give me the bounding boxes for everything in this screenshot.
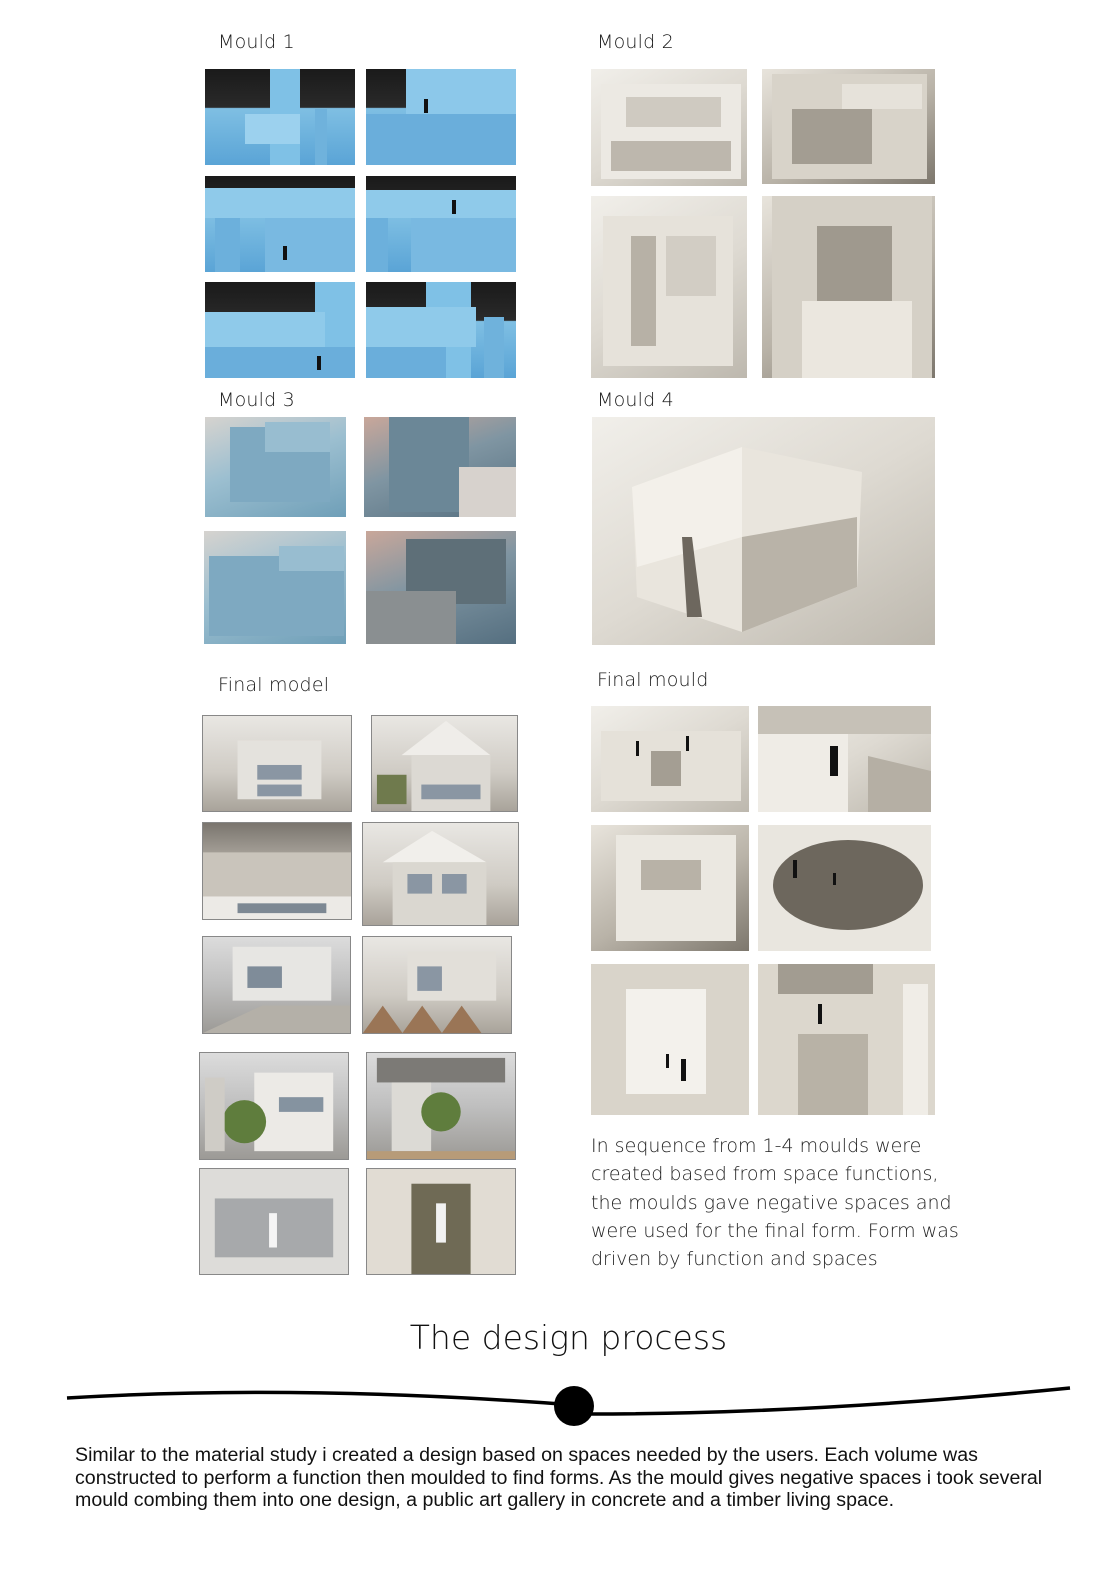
mould-2-label: Mould 2	[597, 31, 674, 53]
timeline-dot	[554, 1386, 594, 1426]
final-model-photo-3	[202, 822, 352, 920]
mould-2-photo-4	[762, 196, 935, 378]
timeline-line-left	[67, 1392, 574, 1405]
final-model-photo-9	[199, 1168, 349, 1275]
final-model-photo-1	[202, 715, 352, 812]
mould-2-photo-2	[762, 69, 935, 184]
page-title: The design process	[409, 1318, 728, 1357]
final-mould-photo-3	[591, 825, 749, 951]
final-model-photo-8	[366, 1052, 516, 1160]
mould-2-photo-1	[591, 69, 747, 186]
final-mould-photo-2	[758, 706, 931, 812]
mould-3-photo-2	[364, 417, 516, 517]
final-model-photo-5	[202, 936, 351, 1034]
final-model-photo-10	[366, 1168, 516, 1275]
mould-1-label: Mould 1	[218, 31, 295, 53]
mould-1-photo-6	[366, 282, 516, 378]
mould-4-photo	[592, 417, 935, 645]
final-model-photo-6	[362, 936, 512, 1034]
mould-3-photo-3	[204, 531, 346, 644]
mould-1-photo-2	[366, 69, 516, 165]
mould-3-photo-4	[366, 531, 516, 644]
mould-1-photo-3	[205, 176, 355, 272]
final-mould-label: Final mould	[597, 669, 709, 691]
final-mould-photo-6	[758, 964, 935, 1115]
mould-1-photo-4	[366, 176, 516, 272]
final-mould-photo-4	[758, 825, 931, 951]
mould-3-label: Mould 3	[218, 389, 295, 411]
final-model-photo-4	[362, 822, 519, 926]
final-model-label: Final model	[218, 674, 330, 696]
final-model-photo-2	[371, 715, 518, 812]
mould-4-label: Mould 4	[597, 389, 674, 411]
mould-1-photo-1	[205, 69, 355, 165]
final-mould-photo-5	[591, 964, 749, 1115]
mould-2-photo-3	[591, 196, 747, 378]
mould-1-photo-5	[205, 282, 355, 378]
footer-paragraph: Similar to the material study i created a design based on spaces needed by the users. Each volume was constructed to perform a function then moulded to find forms. As the mould gives negative spaces i took several mould combing them into one design, a public art gallery in concrete and a timber living space.	[75, 1444, 1043, 1511]
timeline	[0, 1370, 1120, 1440]
timeline-line-right	[574, 1388, 1070, 1414]
final-model-photo-7	[199, 1052, 349, 1160]
mould-3-photo-1	[205, 417, 346, 517]
final-mould-photo-1	[591, 706, 749, 812]
process-description: In sequence from 1-4 moulds were created based from space functions, the moulds gave negative spaces and were used for the final form. Form was driven by function and spaces	[591, 1135, 959, 1271]
